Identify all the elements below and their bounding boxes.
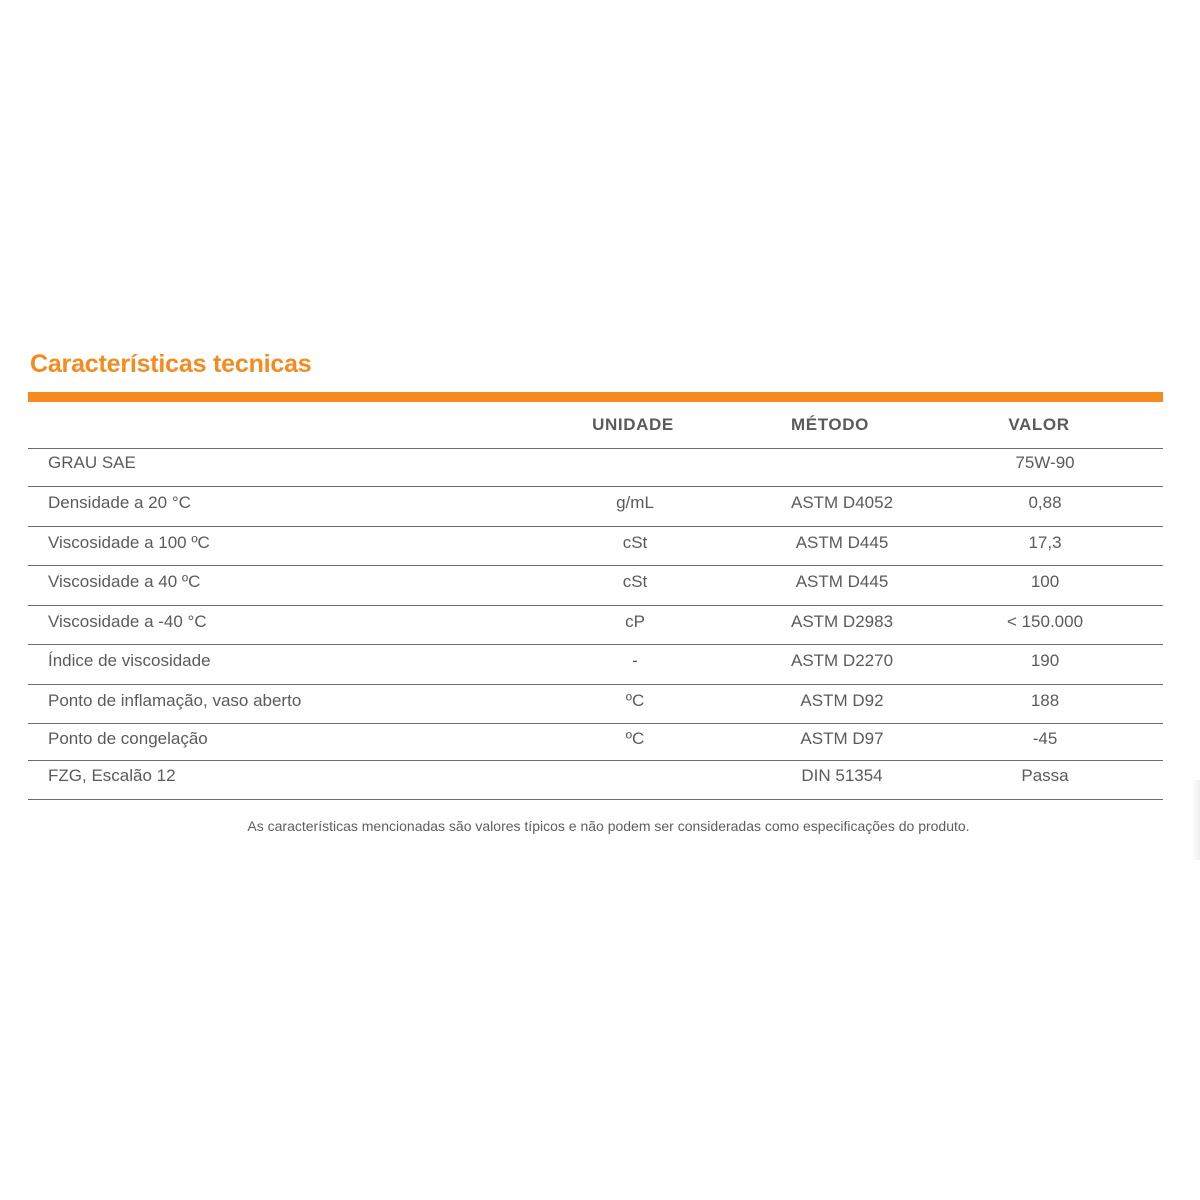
row-unit: ºC <box>625 729 645 748</box>
row-unit: cSt <box>622 532 648 552</box>
row-value: 190 <box>1030 651 1060 670</box>
row-value: 0,88 <box>1028 493 1062 512</box>
row-value: Passa <box>1021 766 1069 785</box>
header-value: VALOR <box>1008 415 1070 434</box>
table-row <box>28 685 1163 725</box>
row-method: ASTM D2270 <box>790 651 894 670</box>
row-name: Viscosidade a 100 ºC <box>48 532 210 552</box>
row-value: 17,3 <box>1028 532 1062 552</box>
table-row <box>28 645 1163 685</box>
row-name: Ponto de inflamação, vaso aberto <box>48 690 302 710</box>
row-method: ASTM D445 <box>795 572 889 591</box>
table-row <box>28 724 1163 761</box>
row-value: < 150.000 <box>1006 611 1084 631</box>
table-row <box>28 448 1163 487</box>
table-row <box>28 487 1163 527</box>
row-name: Viscosidade a -40 °C <box>48 611 207 631</box>
row-name: Índice de viscosidade <box>48 651 211 670</box>
row-name: Densidade a 20 °C <box>48 493 191 512</box>
row-unit: cSt <box>622 572 648 591</box>
table-row <box>28 527 1163 567</box>
row-unit: g/mL <box>616 493 654 512</box>
row-method: ASTM D2983 <box>790 611 894 631</box>
row-name: FZG, Escalão 12 <box>48 766 176 785</box>
table-body <box>28 448 1163 800</box>
disclaimer-note: As características mencionadas são valores típicos e não podem ser consideradas como especificações do produto. <box>247 818 970 834</box>
section-title: Características tecnicas <box>30 350 312 378</box>
row-method: ASTM D445 <box>795 532 889 552</box>
row-value: -45 <box>1032 729 1058 748</box>
accent-bar <box>28 392 1163 402</box>
row-method: ASTM D92 <box>800 690 884 710</box>
row-value: 100 <box>1030 572 1060 591</box>
row-value: 188 <box>1030 690 1060 710</box>
row-name: Viscosidade a 40 ºC <box>48 572 201 591</box>
table-header <box>28 402 1163 449</box>
row-name: Ponto de congelação <box>48 729 208 748</box>
row-method: ASTM D4052 <box>790 493 894 512</box>
header-unit: UNIDADE <box>592 415 674 434</box>
row-method: ASTM D97 <box>800 729 884 748</box>
row-unit: - <box>632 651 638 670</box>
row-unit: ºC <box>625 690 645 710</box>
table-row <box>28 761 1163 800</box>
table-row <box>28 606 1163 646</box>
table-row <box>28 566 1163 606</box>
row-method: DIN 51354 <box>801 766 883 785</box>
edge-shadow <box>1192 780 1200 860</box>
row-unit: cP <box>625 611 645 631</box>
header-method: MÉTODO <box>791 415 869 434</box>
row-name: GRAU SAE <box>48 453 136 472</box>
row-value: 75W-90 <box>1015 453 1075 472</box>
